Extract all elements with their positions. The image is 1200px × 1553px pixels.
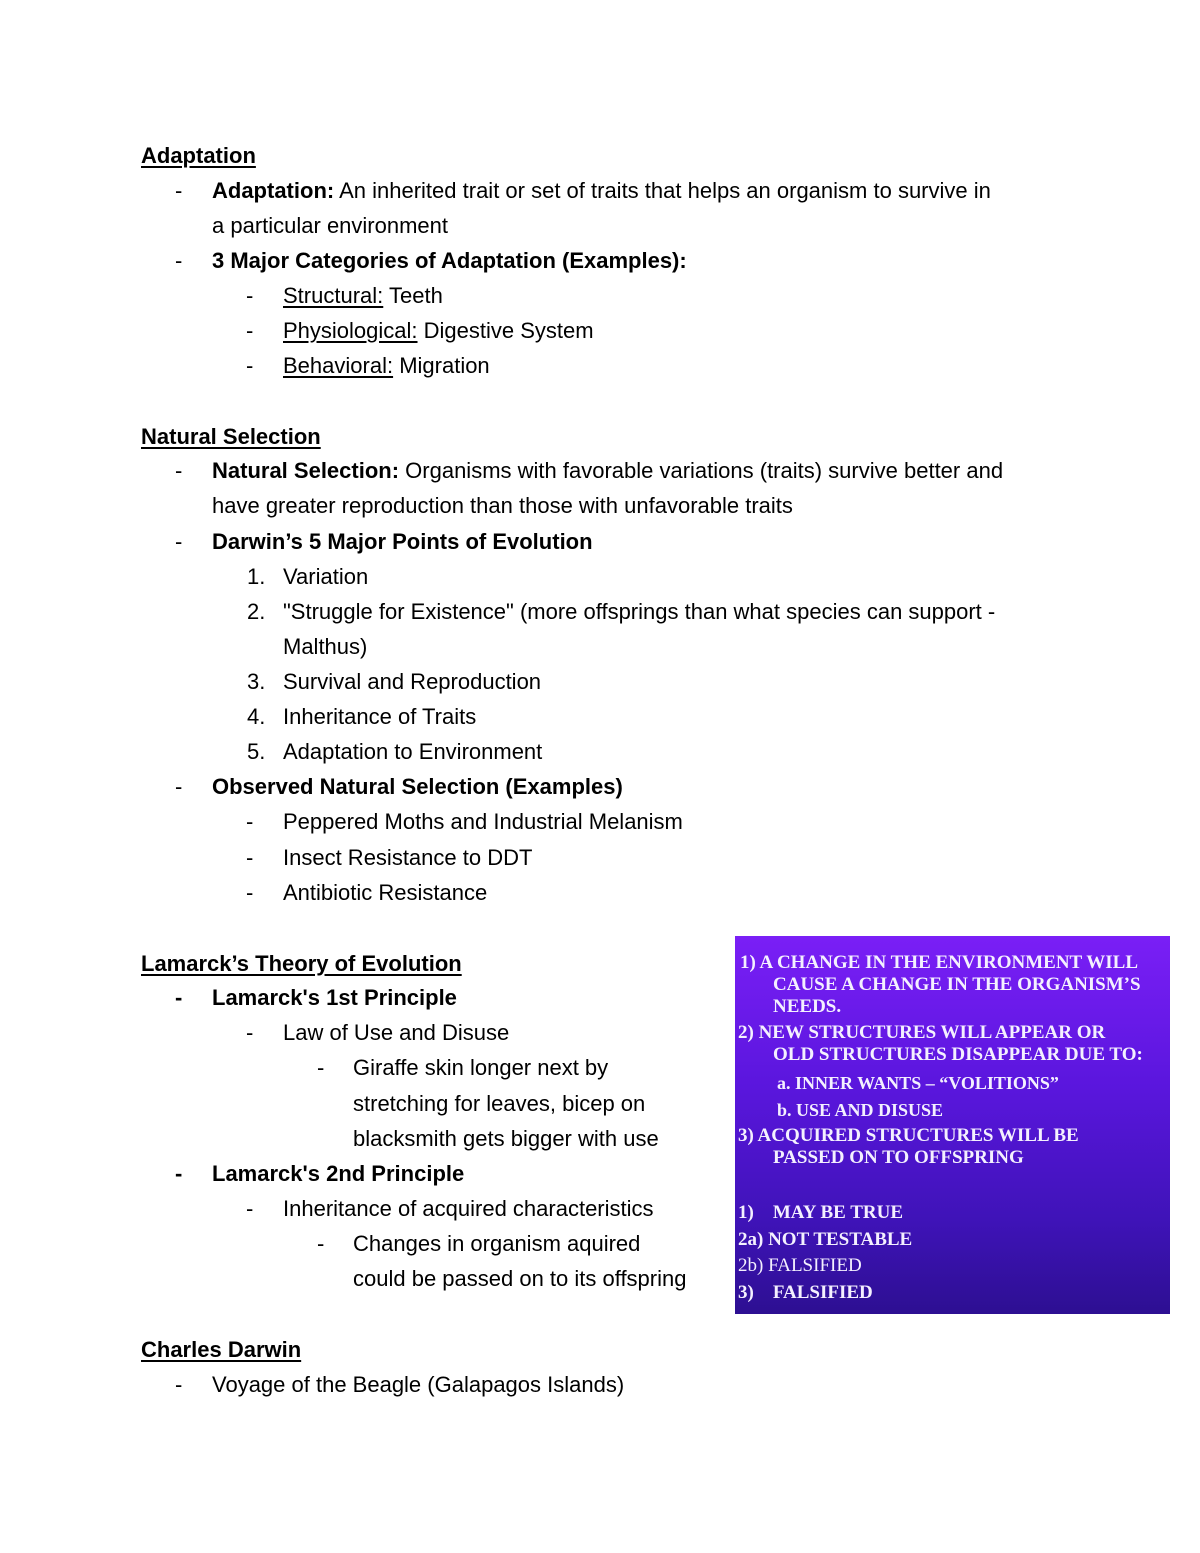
observed-item: Insect Resistance to DDT — [283, 845, 533, 870]
category-item — [283, 278, 443, 313]
bullet-dash: - — [246, 353, 254, 378]
category-item — [283, 313, 594, 348]
principle-example-cont: blacksmith gets bigger with use — [353, 1126, 659, 1151]
bullet-dash: - — [317, 1055, 325, 1080]
principle-item: Inheritance of acquired characteristics — [283, 1196, 654, 1221]
list-item: Adaptation to Environment — [283, 739, 543, 764]
darwin-item: Voyage of the Beagle (Galapagos Islands) — [212, 1372, 625, 1397]
slide-line: b. USE AND DISUSE — [777, 1100, 944, 1120]
lamarck-principle-2: Lamarck's 2nd Principle — [212, 1161, 465, 1186]
category-label: Physiological: — [283, 318, 418, 343]
bullet-dash: - — [175, 774, 183, 799]
heading-lamarck: Lamarck’s Theory of Evolution — [141, 951, 462, 976]
bullet-dash: - — [175, 1161, 183, 1186]
bullet-dash: - — [317, 1231, 325, 1256]
list-item-cont: Malthus) — [283, 634, 368, 659]
definition-text: Organisms with favorable variations (traits) survive better and — [399, 458, 1004, 483]
principle-item: Law of Use and Disuse — [283, 1020, 510, 1045]
list-number: 4. — [247, 704, 266, 729]
bullet-dash: - — [246, 318, 254, 343]
list-number: 3. — [247, 669, 266, 694]
bullet-dash: - — [246, 283, 254, 308]
bullet-dash: - — [246, 1196, 254, 1221]
heading-natural-selection: Natural Selection — [141, 424, 321, 449]
category-value: Migration — [393, 353, 490, 378]
slide-line: PASSED ON TO OFFSPRING — [773, 1147, 1024, 1168]
observed-item: Peppered Moths and Industrial Melanism — [283, 809, 683, 834]
categories-title: 3 Major Categories of Adaptation (Examples): — [212, 248, 687, 273]
bullet-dash: - — [246, 1020, 254, 1045]
heading-adaptation: Adaptation — [141, 143, 256, 168]
principle-example-cont: could be passed on to its offspring — [353, 1266, 687, 1291]
lamarck-slide-image — [735, 936, 1170, 1314]
principle-example: Changes in organism aquired — [353, 1231, 641, 1256]
observed-title: Observed Natural Selection (Examples) — [212, 774, 623, 799]
definition-text-cont: have greater reproduction than those with unfavorable traits — [212, 493, 793, 518]
bullet-dash: - — [175, 458, 183, 483]
list-item: "Struggle for Existence" (more offsprings than what species can support - — [283, 599, 996, 624]
list-number: 2. — [247, 599, 266, 624]
slide-line: 1) A CHANGE IN THE ENVIRONMENT WILL — [740, 952, 1139, 973]
list-number: 1. — [247, 564, 266, 589]
definition-text-cont: a particular environment — [212, 213, 449, 238]
slide-line: a. INNER WANTS – “VOLITIONS” — [777, 1073, 1059, 1093]
slide-line: 3) ACQUIRED STRUCTURES WILL BE — [738, 1125, 1079, 1146]
bullet-dash: - — [246, 845, 254, 870]
lamarck-principle-1: Lamarck's 1st Principle — [212, 985, 457, 1010]
bullet-dash: - — [246, 809, 254, 834]
term-natural-selection: Natural Selection: — [212, 458, 400, 483]
list-item: Variation — [283, 564, 369, 589]
slide-line: NEEDS. — [773, 996, 842, 1017]
slide-line: 2b) FALSIFIED — [738, 1255, 862, 1276]
bullet-dash: - — [175, 985, 183, 1010]
list-item: Inheritance of Traits — [283, 704, 477, 729]
category-label: Structural: — [283, 283, 384, 308]
slide-line: 3) FALSIFIED — [738, 1282, 873, 1303]
category-label: Behavioral: — [283, 353, 394, 378]
adaptation-definition — [212, 173, 991, 208]
bullet-dash: - — [175, 529, 183, 554]
term-adaptation: Adaptation: — [212, 178, 335, 203]
principle-example: Giraffe skin longer next by — [353, 1055, 609, 1080]
bullet-dash: - — [175, 248, 183, 273]
category-value: Teeth — [383, 283, 443, 308]
bullet-dash: - — [175, 1372, 183, 1397]
list-item: Survival and Reproduction — [283, 669, 542, 694]
natural-selection-definition — [212, 453, 1003, 488]
category-value: Digestive System — [417, 318, 594, 343]
definition-text: An inherited trait or set of traits that helps an organism to survive in — [334, 178, 991, 203]
bullet-dash: - — [175, 178, 183, 203]
slide-line: 2a) NOT TESTABLE — [738, 1229, 913, 1250]
list-number: 5. — [247, 739, 266, 764]
slide-line: OLD STRUCTURES DISAPPEAR DUE TO: — [773, 1044, 1143, 1065]
category-item — [283, 348, 490, 383]
slide-line: 2) NEW STRUCTURES WILL APPEAR OR — [738, 1022, 1106, 1043]
points-title: Darwin’s 5 Major Points of Evolution — [212, 529, 593, 554]
heading-charles-darwin: Charles Darwin — [141, 1337, 302, 1362]
principle-example-cont: stretching for leaves, bicep on — [353, 1091, 646, 1116]
bullet-dash: - — [246, 880, 254, 905]
slide-line: CAUSE A CHANGE IN THE ORGANISM’S — [773, 974, 1141, 995]
observed-item: Antibiotic Resistance — [283, 880, 488, 905]
slide-line: 1) MAY BE TRUE — [738, 1202, 904, 1223]
